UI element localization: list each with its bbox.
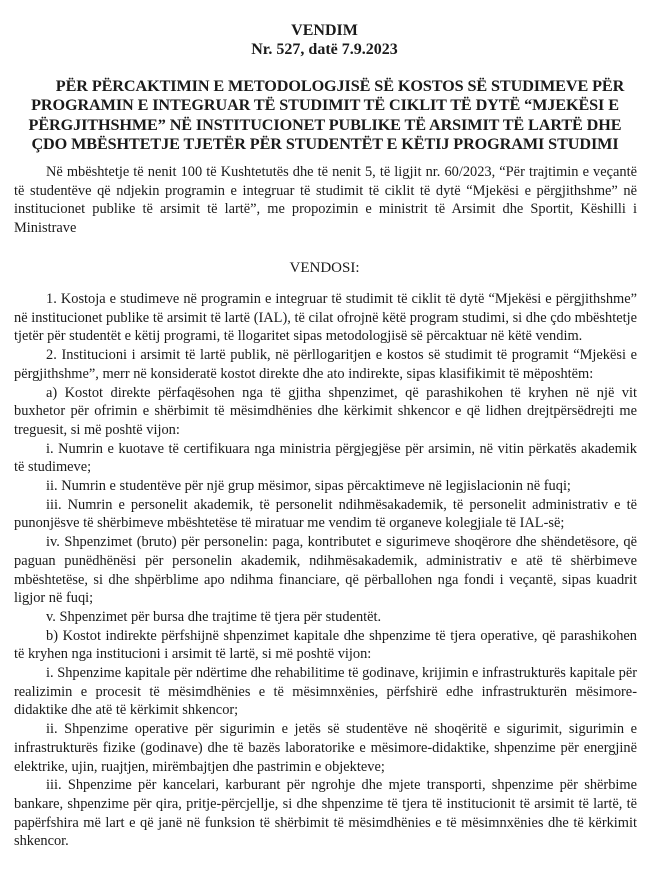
- preamble-text: Në mbështetje të nenit 100 të Kushtetutës dhe të nenit 5, të ligjit nr. 60/2023, “Për trajtimin e veçantë të studentëve që ndjekin programin e integruar të studimit të ciklit të dytë “Mjekësi e përgjithshme” në institucionet publike të arsimit të lartë”, me propozimin e ministrit të Arsimit dhe Sportit, Këshilli i Ministrave: [14, 164, 637, 237]
- paragraph-2a-i: i. Numrin e kuotave të certifikuara nga ministria përgjegjëse për arsimin, në vitin përkatës akademik të studimeve;: [14, 440, 637, 476]
- paragraph-2a-v: v. Shpenzimet për bursa dhe trajtime të tjera për studentët.: [46, 608, 382, 625]
- paragraph-2b-ii: ii. Shpenzime operative për sigurimin e jetës së studentëve në shoqëritë e sigurimit, sigurimin e infrastrukturës fizike (godinave) dhe të bazës laboratorike e mësimore-didaktike, shpenzime për energjinë elektrike, ujin, ruajtjen, mirëmbajtjen dhe pastrimin e objekteve;: [14, 721, 637, 775]
- paragraph-2a-iii: iii. Numrin e personelit akademik, të personelit ndihmësakademik, të personelit administrativ e të punonjësve të shërbimeve mbështetëse të miratuar me vendim të organeve kolegjiale të IAL-së;: [14, 496, 637, 532]
- decision-number-date: Nr. 527, datë 7.9.2023: [251, 41, 398, 58]
- paragraph-2b-i: i. Shpenzime kapitale për ndërtime dhe rehabilitime të godinave, krijimin e infrastrukturës kapitale për realizimin e procesit të mësimdhënies e të mësimnxënies, përfshirë edhe infrastrukturën mësimore-didaktike dhe atë të kërkimit shkencor;: [14, 665, 638, 719]
- preamble: [14, 163, 637, 238]
- paragraph-2: 2. Institucioni i arsimit të lartë publik, në përllogaritjen e kostos së studimit të programit “Mjekësi e përgjithshme”, merr në konsideratë kostot direkte dhe ato indirekte, sipas klasifikimit të mëposhtëm:: [14, 347, 637, 382]
- paragraph-2a-ii: ii. Numrin e studentëve për një grup mësimor, sipas përcaktimeve në legjislacionin në fuqi;: [46, 478, 571, 495]
- paragraph-2a-iv: iv. Shpenzimet (bruto) për personelin: paga, kontributet e sigurimeve shoqërore dhe shëndetësore, që paguan punëdhënësi për personelin akademik, ndihmësakademik, administrativ e atë të shërbimeve mbështetëse, si dhe shpërblime apo ndihma financiare, që përballohen nga fondi i veçantë, sipas kuadrit ligjor në fuqi;: [14, 534, 637, 607]
- document-title: PËR PËRCAKTIMIN E METODOLOGJISË SË KOSTOS SË STUDIMEVE PËR PROGRAMIN E INTEGRUAR TË STUDIMIT TË CIKLIT TË DYTË “MJEKËSI E PËRGJITHSHME” NË INSTITUCIONET PUBLIKE TË ARSIMIT TË LARTË DHE ÇDO MBËSHTETJE TJETËR PËR STUDENTËT E KËTIJ PROGRAMI STUDIMI: [28, 77, 625, 154]
- paragraph-2b-iii: iii. Shpenzime për kancelari, karburant për ngrohje dhe mjete transporti, shpenzime për shërbime bankare, shpenzime për qira, pritje-përcjellje, si dhe shpenzime të tjera të institucionit të arsimit të lartë, të papërfshira më lart e që janë në funksion të shërbimit të mësimdhënies e të mësimnxënies dhe të kërkimit shkencor.: [14, 777, 637, 850]
- paragraph-2b: b) Kostot indirekte përfshijnë shpenzimet kapitale dhe shpenzime të tjera operative, që parashikohen të kryhen nga institucioni i arsimit të lartë, si më poshtë vijon:: [14, 627, 637, 663]
- decision-word: VENDOSI:: [289, 260, 360, 276]
- document-heading: VENDIM: [291, 22, 358, 39]
- articles: [14, 290, 637, 851]
- paragraph-2a: a) Kostot direkte përfaqësohen nga të gjitha shpenzimet, që parashikohen të kryhen në një vit buxhetor për ofrimin e shërbimit të mësimdhënies dhe kërkimit shkencor e që lidhen drejtpërsëdrejti me treguesit, si më poshtë vijon:: [14, 384, 637, 438]
- paragraph-1: 1. Kostoja e studimeve në programin e integruar të studimit të ciklit të dytë “Mjekësi e përgjithshme” në institucionet publike të arsimit të lartë (IAL), të cilat ofrojnë këtë program studimi, si dhe çdo mbështetje tjetër për studentët e këtij programi, të llogaritet sipas metodologjisë së përcaktuar në këtë vendim.: [14, 291, 637, 345]
